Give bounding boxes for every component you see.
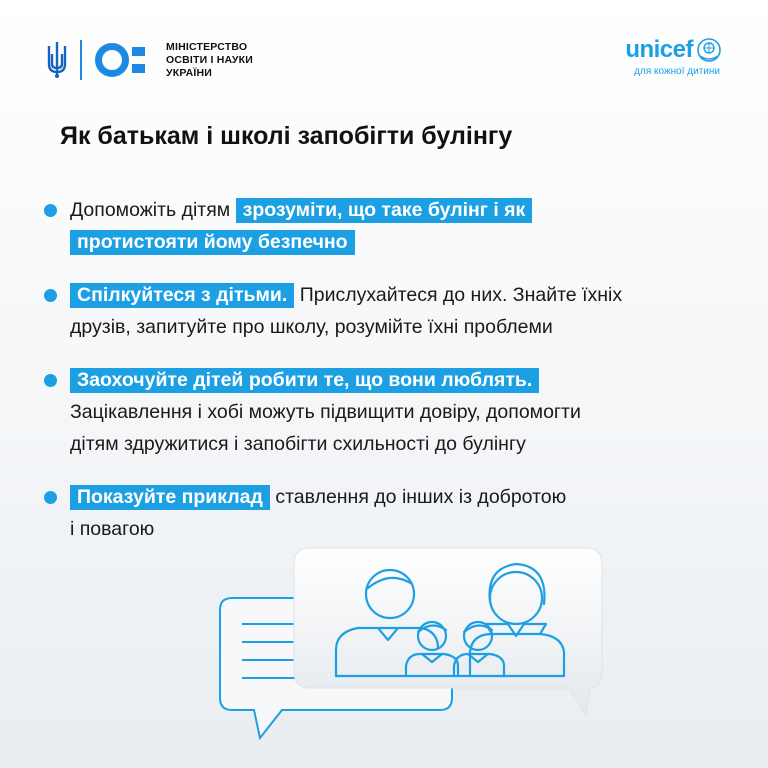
ministry-header [46, 38, 253, 82]
tip-item-3 [44, 364, 734, 460]
tip-2-highlight: Спілкуйтеся з дітьми. [70, 283, 294, 308]
tip-item-1 [44, 194, 734, 258]
unicef-wordmark: unicef [625, 36, 693, 63]
tip-1-highlight-1: зрозуміти, що таке булінг і як [236, 198, 533, 223]
tip-2-text-2: друзів, запитуйте про школу, розумійте їхні проблеми [70, 316, 553, 338]
tip-4-text-2: і повагою [70, 518, 155, 540]
mon-logo-icon [94, 40, 154, 80]
ministry-line-2: ОСВІТИ І НАУКИ [166, 53, 254, 66]
bullet-dot [44, 491, 57, 504]
tip-3-text-2: дітям здружитися і запобігти схильності до булінгу [70, 433, 526, 455]
unicef-logo [625, 36, 722, 77]
tip-item-2 [44, 279, 734, 343]
tip-1-highlight-2: протистояти йому безпечно [70, 230, 355, 255]
page-title: Як батькам і школі запобігти булінгу [60, 122, 513, 150]
mon-logo [94, 40, 253, 80]
unicef-globe-icon [696, 37, 722, 63]
ministry-line-1: МІНІСТЕРСТВО [166, 40, 248, 53]
tip-3-text-1: Зацікавлення і хобі можуть підвищити довіру, допомогти [70, 401, 581, 423]
tip-2-text-1: Прислухайтеся до них. Знайте їхніх [299, 284, 623, 306]
bullet-dot [44, 374, 57, 387]
ministry-name [166, 41, 253, 80]
unicef-tagline: для кожної дитини [634, 66, 720, 77]
tips-list [44, 194, 734, 545]
tip-item-4 [44, 481, 734, 545]
trident-icon [46, 40, 68, 80]
bullet-dot [44, 204, 57, 217]
tip-1-text: Допоможіть дітям [70, 199, 231, 221]
tip-4-highlight: Показуйте приклад [70, 485, 270, 510]
tip-3-highlight: Заохочуйте дітей робити те, що вони люблять. [70, 368, 539, 393]
chat-bubbles-icon [210, 540, 610, 768]
tip-4-text-1: ставлення до інших із добротою [275, 486, 567, 508]
bullet-dot [44, 289, 57, 302]
ministry-line-3: УКРАЇНИ [166, 66, 213, 79]
header-divider [80, 40, 82, 80]
